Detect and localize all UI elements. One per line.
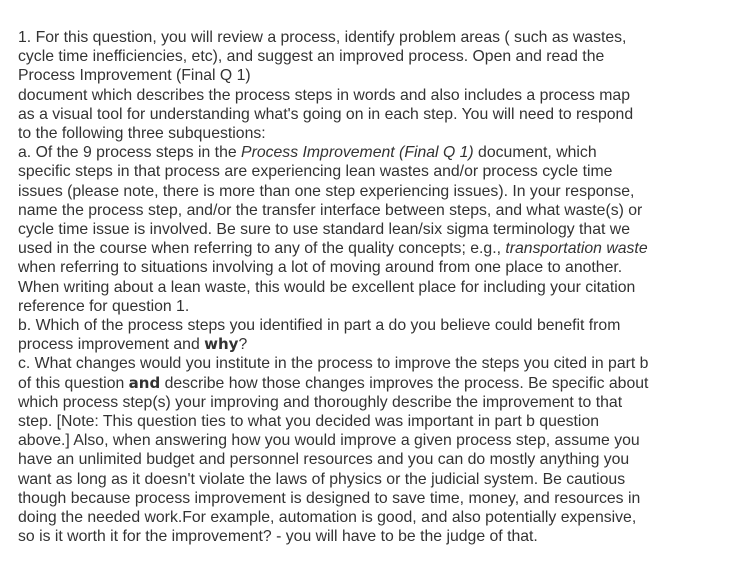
part-b-emphasis-why: why xyxy=(204,335,239,354)
part-a-paragraph xyxy=(18,143,650,316)
part-b-text-1: b. Which of the process steps you identified in part a do you believe could benefit from process improvement and xyxy=(18,317,621,354)
part-c-text-2: describe how those changes improves the process. Be specific about which process step(s) your improving and thoroughly describe the improvement to that step. [Note: This question ties to what you decided was important in part b question above.] Also, when answering how you would improve a given process step, assume you have an unlimited budget and personnel resources and you can do mostly anything you want as long as it doesn't violate the laws of physics or the judicial system. Be cautious though because process improvement is designed to save time, money, and resources in doing the needed work.For example, automation is good, and also potentially expensive, so is it worth it for the improvement? - you will have to be the judge of that. xyxy=(18,374,649,546)
part-a-document-title: Process Improvement (Final Q 1) xyxy=(241,144,474,162)
part-a-text-3: when referring to situations involving a lot of moving around from one place to another. When writing about a lean waste, this would be excellent place for including your citation reference for question 1. xyxy=(18,259,636,315)
part-c-emphasis-and: and xyxy=(128,373,161,392)
part-b-text-2: ? xyxy=(238,336,248,354)
part-a-text-1: a. Of the 9 process steps in the xyxy=(18,144,242,162)
question-intro-1: 1. For this question, you will review a process, identify problem areas ( such as wastes, cycle time inefficiencies, etc), and suggest an improved process. Open and read the Process Improvement (Final Q 1) xyxy=(18,29,627,85)
part-a-example-term: transportation waste xyxy=(505,240,648,258)
question-intro-2: document which describes the process steps in words and also includes a process map as a visual tool for understanding what's going on in each step. You will need to respond to the following three subquestions: xyxy=(18,86,634,143)
question-document xyxy=(18,28,650,546)
part-a-text-2: document, which specific steps in that process are experiencing lean wastes and/or process cycle time issues (please note, there is more than one step experiencing issues). In your response, name the process step, and/or the transfer interface between steps, and what waste(s) or cycle time issue is involved. Be sure to use standard lean/six sigma terminology that we used in the course when referring to any of the quality concepts; e.g., xyxy=(18,144,643,258)
part-b-paragraph xyxy=(18,316,650,354)
part-c-text-1: c. What changes would you institute in the process to improve the steps you cited in part b of this question xyxy=(18,355,649,392)
part-c-paragraph xyxy=(18,354,650,546)
